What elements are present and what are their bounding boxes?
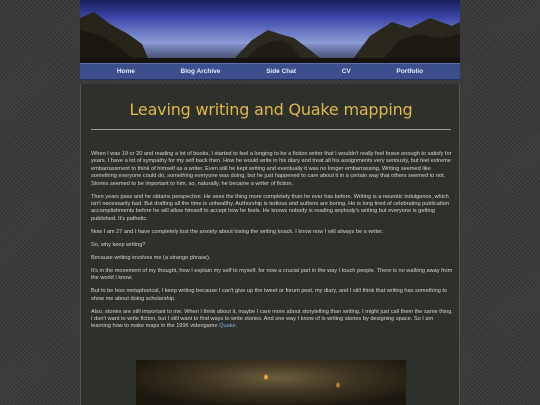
title-divider <box>91 129 451 130</box>
paragraph-with-link <box>91 309 453 331</box>
paragraph: Now I am 27 and I have completely lost the anxiety about losing the writing knack. I know now I will always be a writer. <box>91 228 384 235</box>
nav-cv[interactable]: CV <box>341 68 351 75</box>
quake-screenshot-image <box>136 360 406 405</box>
quake-link[interactable]: Quake <box>219 323 236 330</box>
paragraph: When I was 19 or 20 and reading a lot of books, I started to feel a longing to be a fiction writer that I wouldn't really feel brave enough to satisfy for years. I have a lot of sympathy for my self back then. How he would write in his diary and treat all his assignments very seriously, but feel extreme embarrassment to think of himself as a writer. Even still he kept writing and eventually it was no longer embarrassing. Writing seemed like something everyone could do, something everyone was doing, but he just happened to care about it in a certain way that others seemed to not. Stories seemed to be important to him, so, naturally, he became a writer of fiction. <box>91 151 452 187</box>
mountain-landscape <box>80 0 460 63</box>
nav-side-chat[interactable]: Side Chat <box>266 68 297 75</box>
paragraph: But to be less metaphorical, I keep writing because I can't give up the tweet or forum post, my diary, and I still think that writing has something to show me about doing scholarship. <box>91 288 448 302</box>
paragraph: It's in the movement of my thought, how I explain my self to myself, for now a crucial part in the way I touch people. There is no walking away from the world I know. <box>91 267 453 282</box>
post-body <box>91 151 453 336</box>
torch-flame <box>264 374 268 380</box>
nav-blog-archive[interactable]: Blog Archive <box>180 68 221 75</box>
paragraph: Then years pass and he obtains perspective. He sees the thing more completely than he ever has before. Writing is a neurotic indulgence, which isn't necessarily bad. But drafting all the time is unhealthy. Authorship is tedious and authors are boring. He is long tired of celebrating publication accomplishments before he will allow himself to accept how he feels. He knows nobody is reading anybody's writing but everyone is getting published. It's pathetic. <box>91 193 449 222</box>
page-wrapper <box>80 0 460 405</box>
paragraph-end: . <box>235 323 238 330</box>
nav-home[interactable]: Home <box>116 68 135 75</box>
torch-flame <box>336 382 340 388</box>
header-banner-image <box>80 0 460 63</box>
paragraph: Because writing involves me (a strange phrase). <box>91 254 211 261</box>
post-title: Leaving writing and Quake mapping <box>129 100 413 119</box>
paragraph: So, why keep writing? <box>91 241 146 248</box>
nav-portfolio[interactable]: Portfolio <box>396 68 424 75</box>
paragraph-text: Also, stories are still important to me. When I think about it, maybe I care more about storytelling than writing. I might just call them the same thing. I don't want to write fiction, but I still want to find ways to write stories. And one way I know of is writing stories by designing space. So I am learning how to make maps in the 1996 videogame <box>91 308 453 330</box>
main-navigation <box>80 63 460 80</box>
post-content <box>80 84 460 405</box>
